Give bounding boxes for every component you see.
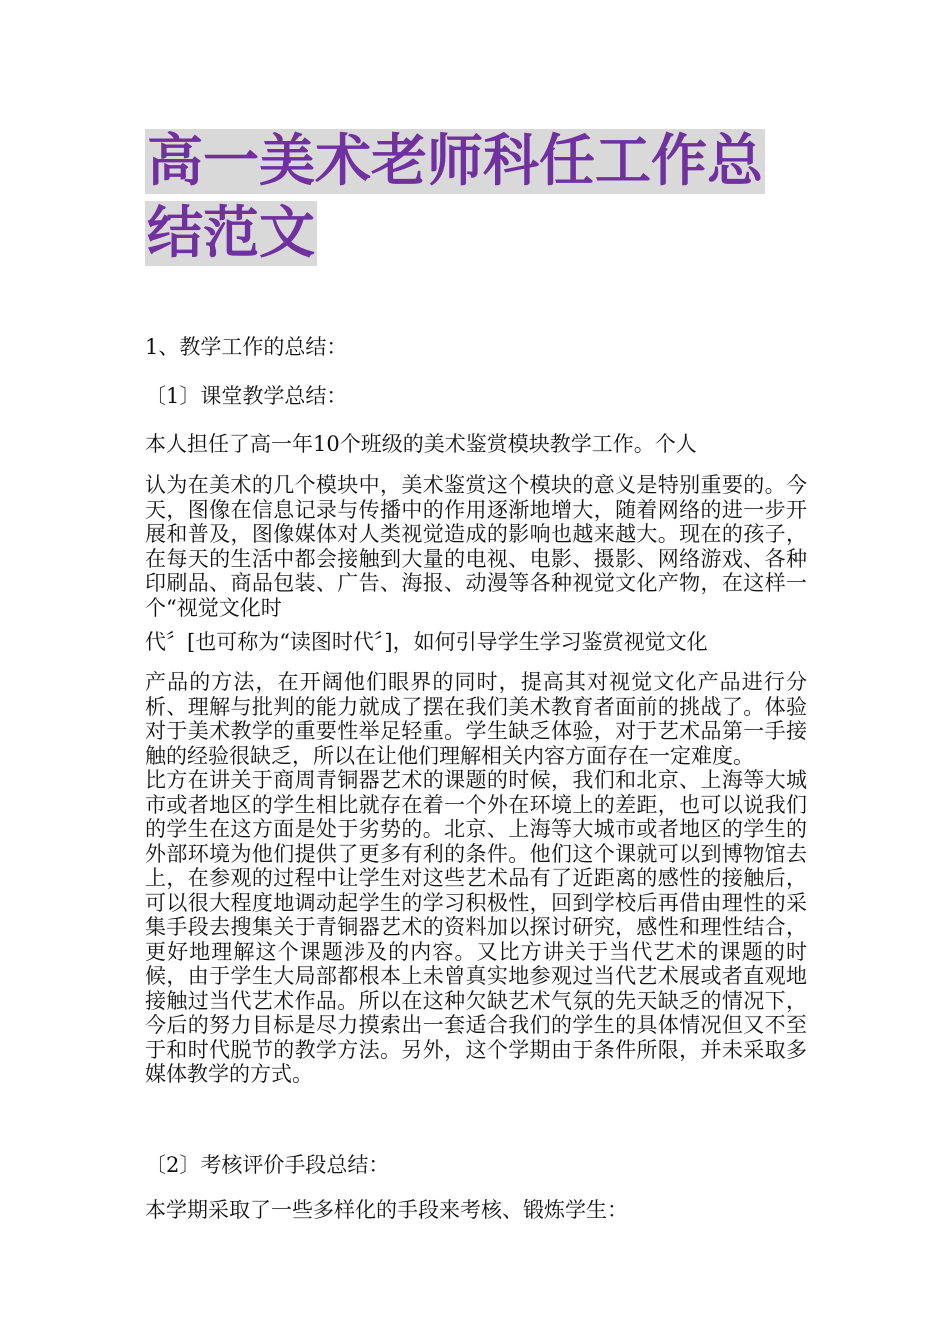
paragraph-line: 代〞[也可称为“读图时代〞]，如何引导学生学习鉴赏视觉文化 [145,630,708,654]
subsection-heading: 〔2〕考核评价手段总结： [145,1153,390,1177]
paragraph: 产品的方法，在开阔他们眼界的同时，提高其对视觉文化产品进行分析、理解与批判的能力就成了摆在我们美术教育者面前的挑战了。体验对于美术教学的重要性举足轻重。学生缺乏体验，对于艺术品第一手接触的经验很缺乏，所以在让他们理解相关内容方面存在一定难度。 [145,670,807,768]
section-heading: 1、教学工作的总结： [145,335,348,359]
paragraph-line: 本人担任了高一年10个班级的美术鉴赏模块教学工作。个人 [145,432,697,456]
title-highlight: 高一美术老师科任工作总结范文 [147,129,763,266]
paragraph: 本学期采取了一些多样化的手段来考核、锻炼学生： [145,1198,628,1222]
subsection-heading: 〔1〕课堂教学总结： [145,384,348,408]
paragraph: 认为在美术的几个模块中，美术鉴赏这个模块的意义是特别重要的。今天，图像在信息记录与传播中的作用逐渐地增大，随着网络的进一步开展和普及，图像媒体对人类视觉造成的影响也越来越大。现在的孩子，在每天的生活中都会接触到大量的电视、电影、摄影、网络游戏、各种印刷品、商品包装、广告、海报、动漫等各种视觉文化产物，在这样一个“视觉文化时 [145,473,807,620]
document-title [145,126,815,270]
paragraph: 比方在讲关于商周青铜器艺术的课题的时候，我们和北京、上海等大城市或者地区的学生相比就存在着一个外在环境上的差距，也可以说我们的学生在这方面是处于劣势的。北京、上海等大城市或者地区的学生的外部环境为他们提供了更多有利的条件。他们这个课就可以到博物馆去上，在参观的过程中让学生对这些艺术品有了近距离的感性的接触后，可以很大程度地调动起学生的学习积极性，回到学校后再借由理性的采集手段去搜集关于青铜器艺术的资料加以探讨研究，感性和理性结合，更好地理解这个课题涉及的内容。又比方讲关于当代艺术的课题的时候，由于学生大局部都根本上未曾真实地参观过当代艺术展或者直观地接触过当代艺术作品。所以在这种欠缺艺术气氛的先天缺乏的情况下，今后的努力目标是尽力摸索出一套适合我们的学生的具体情况但又不至于和时代脱节的教学方法。另外，这个学期由于条件所限，并未采取多媒体教学的方式。 [145,768,807,1086]
